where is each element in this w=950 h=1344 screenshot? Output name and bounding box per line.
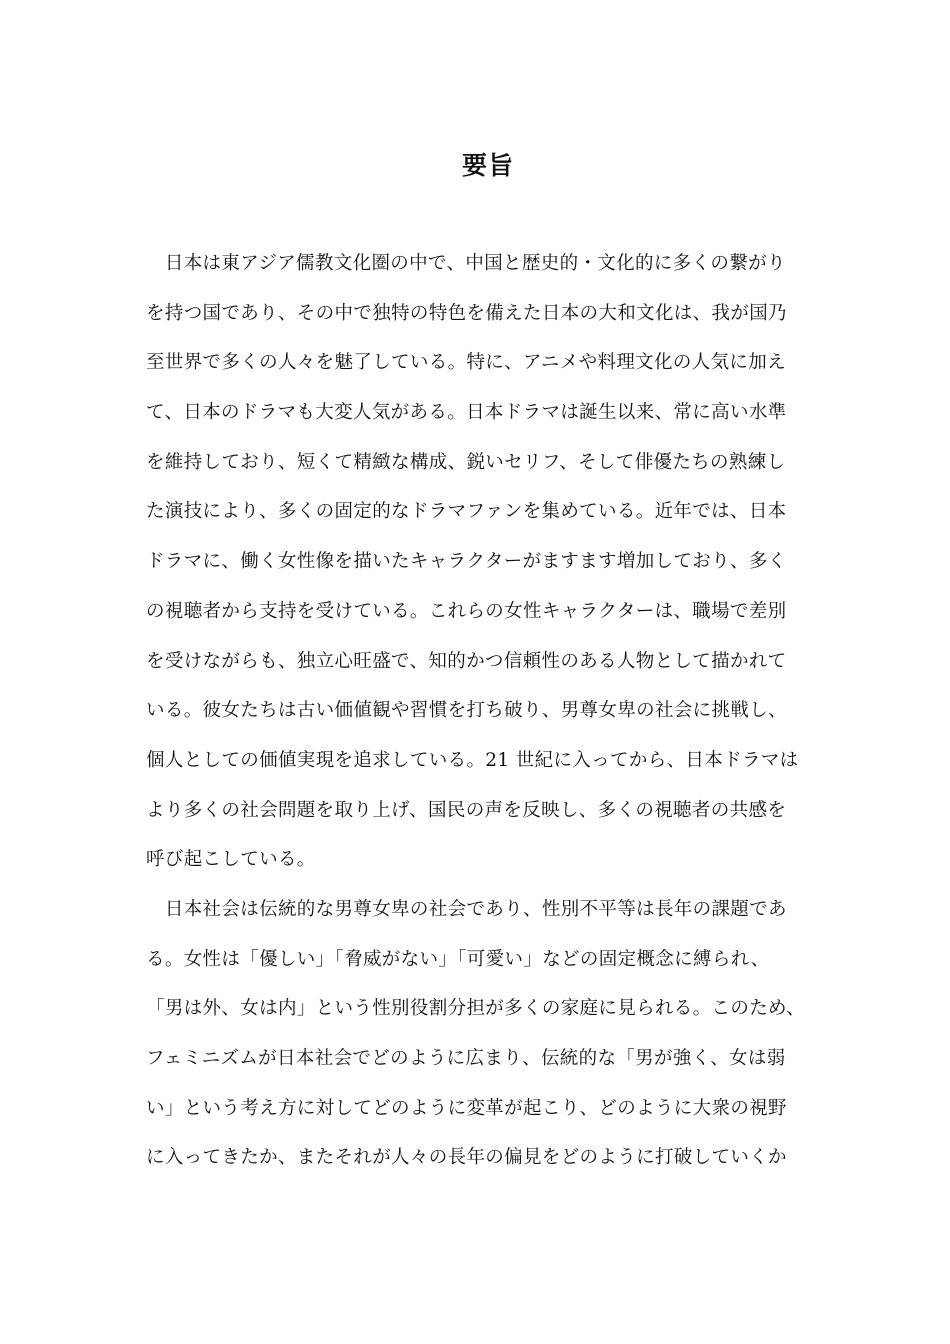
text-line: を維持しており、短くて精緻な構成、鋭いセリフ、そして俳優たちの熟練し [146,451,786,473]
text-line: 「男は外、女は内」という性別役割分担が多くの家庭に見られる。このため、 [146,998,806,1020]
text-line: い」という考え方に対してどのように変革が起こり、どのように大衆の視野 [146,1097,787,1119]
text-line: の視聴者から支持を受けている。これらの女性キャラクターは、職場で差別 [146,600,787,622]
text-line: を受けながらも、独立心旺盛で、知的かつ信頼性のある人物として描かれて [146,650,787,672]
text-line: て、日本のドラマも大変人気がある。日本ドラマは誕生以来、常に高い水準 [146,402,787,424]
text-line: ドラマに、働く女性像を描いたキャラクターがますます増加しており、多く [146,551,787,573]
text-line: 日本は東アジア儒教文化圏の中で、中国と歴史的・文化的に多くの繋がり [146,253,786,274]
text-line: フェミニズムが日本社会でどのように広まり、伝統的な「男が強く、女は弱 [146,1048,786,1069]
text-line: を持つ国であり、その中で独特の特色を備えた日本の大和文化は、我が国乃 [146,302,787,324]
text-line: 呼び起こしている。 [146,849,316,871]
text-line: た演技により、多くの固定的なドラマファンを集めている。近年では、日本 [146,501,787,523]
abstract-body [146,244,826,1188]
text-line: る。女性は「優しい」「脅威がない」「可愛い」などの固定概念に縛られ、 [146,948,770,970]
text-line: 至世界で多くの人々を魅了している。特に、アニメや料理文化の人気に加え [146,352,786,374]
document-title: 要旨 [461,151,514,180]
text-line: に入ってきたか、またそれが人々の長年の偏見をどのように打破していくか [146,1147,787,1169]
text-line: より多くの社会問題を取り上げ、国民の声を反映し、多くの視聴者の共感を [146,799,787,821]
text-line: 個人としての価値実現を追求している。21 世紀に入ってから、日本ドラマは [146,749,799,771]
text-line: いる。彼女たちは古い価値観や習慣を打ち破り、男尊女卑の社会に挑戦し、 [146,700,787,722]
text-line: 日本社会は伝統的な男尊女卑の社会であり、性別不平等は長年の課題であ [146,898,787,920]
